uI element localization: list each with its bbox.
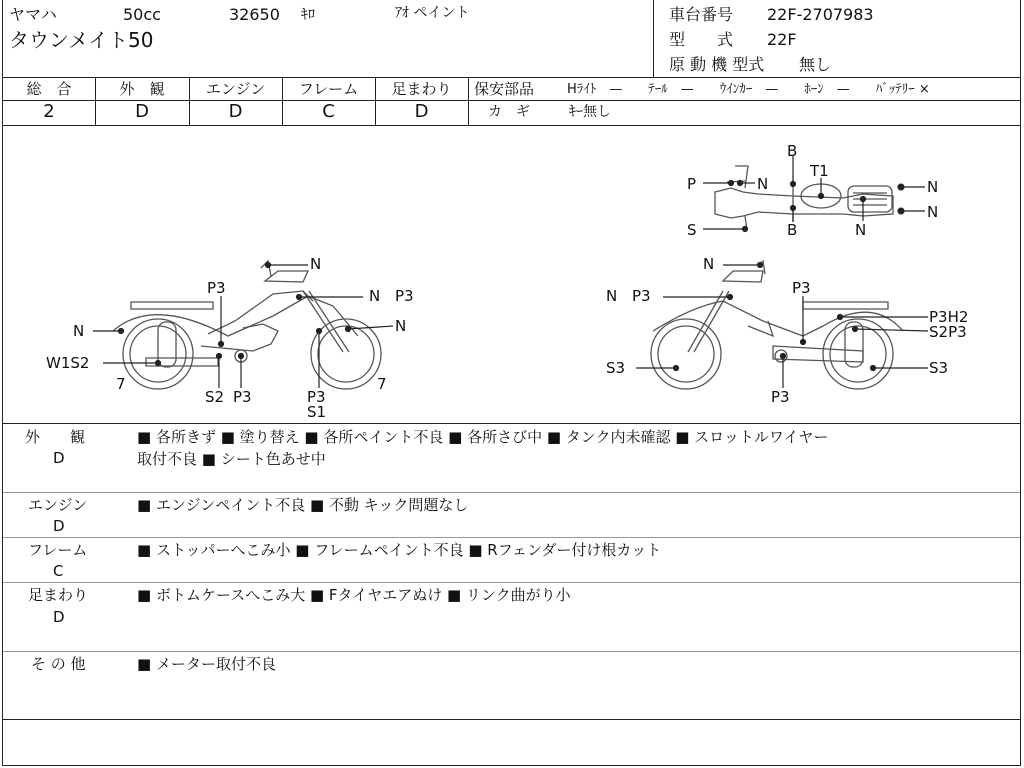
right-label-p3h2: P3H2 bbox=[929, 308, 969, 326]
divider bbox=[189, 78, 190, 125]
divider bbox=[3, 100, 468, 101]
key-label: カ ギ bbox=[488, 104, 530, 120]
safety-parts-items: Hﾗｲﾄ — ﾃｰﾙ — ｳｲﾝｶｰ — ﾎｰﾝ — ﾊﾞｯﾃﾘｰ × bbox=[567, 82, 930, 97]
safety-parts-label: 保安部品 bbox=[474, 80, 535, 98]
left-label-p3d: P3 bbox=[307, 388, 326, 406]
grade-value-frame: C bbox=[322, 101, 335, 122]
top-label-n2: N bbox=[927, 178, 939, 196]
top-label-p: P bbox=[687, 175, 697, 193]
remarks-grade: D bbox=[53, 449, 65, 467]
auction-inspection-sheet bbox=[2, 0, 1021, 766]
key-value: ｷｰ無し bbox=[569, 104, 611, 120]
divider bbox=[3, 492, 1020, 493]
grade-label-engine: エンジン bbox=[205, 80, 266, 98]
top-label-b: B bbox=[787, 142, 798, 160]
remarks-grade: C bbox=[53, 562, 64, 580]
model-type-label: 型 式 bbox=[669, 30, 734, 49]
remarks-text: ■ ストッパーへこみ小 ■ フレームペイント不良 ■ Rフェンダー付け根カット bbox=[137, 541, 662, 559]
remarks-text: ■ 各所きず ■ 塗り替え ■ 各所ペイント不良 ■ 各所さび中 ■ タンク内未確認 ■ スロットルワイヤー bbox=[137, 428, 829, 446]
damage-diagram bbox=[3, 126, 1020, 424]
left-label-s2: S2 bbox=[205, 388, 225, 406]
remarks-title: エンジン bbox=[28, 496, 88, 514]
divider bbox=[95, 78, 96, 125]
grade-label-suspension: 足まわり bbox=[391, 80, 452, 98]
top-label-b2: B bbox=[787, 221, 798, 239]
left-label-7: 7 bbox=[116, 375, 126, 393]
right-label-s3b: S3 bbox=[929, 359, 949, 377]
right-label-s2p3: S2P3 bbox=[929, 323, 967, 341]
divider bbox=[3, 719, 1020, 720]
model-name: タウンメイト50 bbox=[9, 28, 154, 52]
grade-label-overall: 総 合 bbox=[26, 80, 72, 98]
divider bbox=[375, 78, 376, 125]
remarks-title: そ の 他 bbox=[31, 655, 86, 673]
left-label-n2: N bbox=[369, 287, 381, 305]
mileage-unit: ｷﾛ bbox=[301, 7, 315, 23]
engine-type-label: 原 動 機 型式 bbox=[669, 55, 765, 74]
frame-no: 22F-2707983 bbox=[767, 5, 874, 24]
grade-value-engine: D bbox=[228, 101, 243, 122]
divider bbox=[468, 100, 1020, 101]
remarks-title: 足まわり bbox=[28, 586, 89, 604]
top-label-n: N bbox=[757, 175, 769, 193]
right-label-s3: S3 bbox=[606, 359, 626, 377]
left-label-n: N bbox=[310, 255, 322, 273]
left-label-p3c: P3 bbox=[233, 388, 252, 406]
left-label-n3: N bbox=[73, 322, 85, 340]
divider bbox=[653, 0, 654, 78]
right-label-p3c: P3 bbox=[771, 388, 790, 406]
mileage: 32650 bbox=[229, 5, 280, 24]
remarks-text: ■ エンジンペイント不良 ■ 不動 キック問題なし bbox=[137, 496, 469, 514]
remarks-text: ■ ボトムケースへこみ大 ■ Fタイヤエアぬけ ■ リンク曲がり小 bbox=[137, 586, 571, 604]
top-label-n3: N bbox=[927, 203, 939, 221]
left-label-n4: N bbox=[395, 317, 407, 335]
maker: ヤマハ bbox=[9, 5, 57, 24]
grade-label-exterior: 外 観 bbox=[119, 80, 165, 98]
divider bbox=[468, 78, 469, 125]
grade-label-frame: フレーム bbox=[298, 80, 359, 98]
left-label-p3b: P3 bbox=[395, 287, 414, 305]
right-label-p3b: P3 bbox=[792, 279, 811, 297]
top-label-t1: T1 bbox=[810, 162, 829, 180]
remarks-grade: D bbox=[53, 517, 65, 535]
grade-value-overall: 2 bbox=[43, 101, 55, 122]
frame-no-label: 車台番号 bbox=[669, 5, 734, 24]
left-label-w1s2: W1S2 bbox=[46, 354, 90, 372]
remarks-title: フレーム bbox=[28, 541, 88, 559]
remarks-grade: D bbox=[53, 608, 65, 626]
top-label-s: S bbox=[687, 221, 697, 239]
left-side-motorcycle bbox=[113, 261, 381, 389]
divider bbox=[3, 537, 1020, 538]
right-side-motorcycle bbox=[651, 261, 903, 389]
right-label-n: N bbox=[703, 255, 715, 273]
paint-color: ｱｵ ペイント bbox=[395, 5, 470, 21]
grade-value-exterior: D bbox=[135, 101, 149, 122]
divider bbox=[3, 423, 1020, 424]
left-label-7b: 7 bbox=[377, 375, 387, 393]
engine-type-value: 無し bbox=[799, 55, 832, 74]
top-label-n4: N bbox=[855, 221, 867, 239]
right-label-n2: N bbox=[606, 287, 618, 305]
divider bbox=[282, 78, 283, 125]
divider bbox=[3, 582, 1020, 583]
displacement: 50cc bbox=[123, 5, 161, 24]
remarks-text: ■ メーター取付不良 bbox=[137, 655, 276, 673]
left-label-p3: P3 bbox=[207, 279, 226, 297]
divider bbox=[3, 651, 1020, 652]
divider bbox=[3, 77, 1020, 78]
remarks-text-cont: 取付不良 ■ シート色あせ中 bbox=[137, 450, 326, 468]
model-type-value: 22F bbox=[767, 30, 797, 49]
right-label-p3: P3 bbox=[632, 287, 651, 305]
left-label-s1: S1 bbox=[307, 403, 327, 421]
grade-value-suspension: D bbox=[414, 101, 429, 122]
remarks-title: 外 観 bbox=[25, 428, 86, 446]
